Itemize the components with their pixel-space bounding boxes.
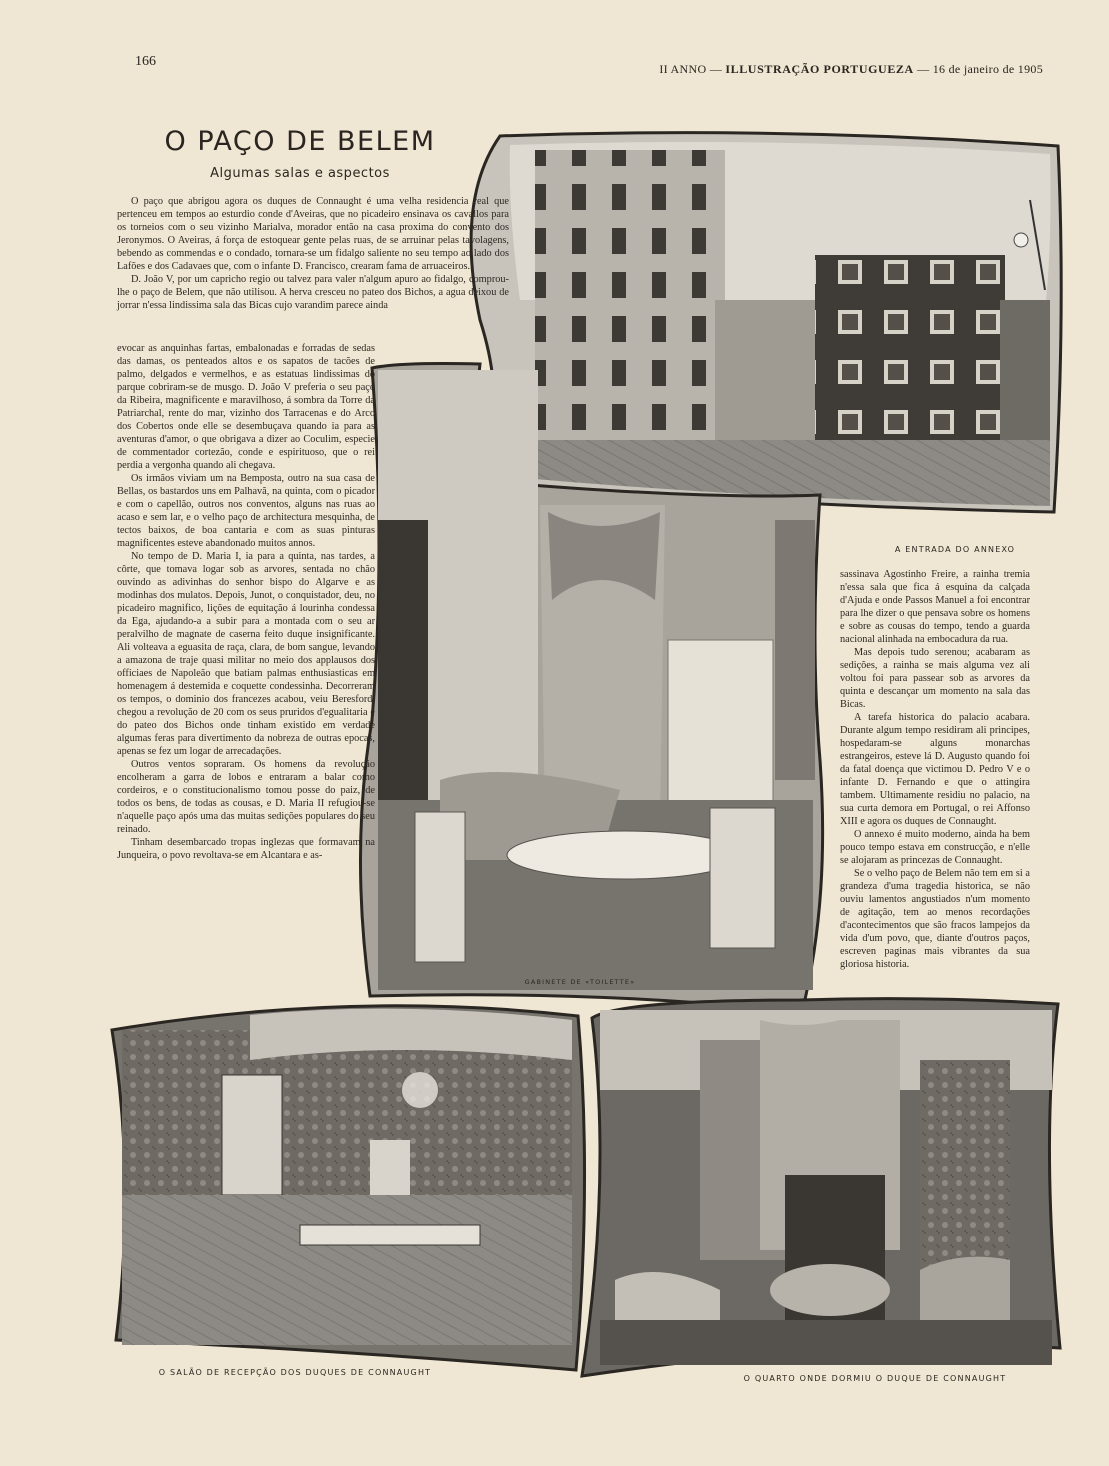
caption-salao: O SALÃO DE RECEPÇÃO DOS DUQUES DE CONNAUGHT — [158, 1368, 432, 1377]
paragraph: No tempo de D. Maria I, ia para a quinta, nas tardes, a côrte, que tomava logar sob as arvores, sentada no chão ouvindo as adivinhas do senhor bispo do Algarve e as modinhas dos mulatos. Depois, Junot, o conquistador, deu, no picadeiro magnifico, lições de equitação á lourinha condessa da Ega, ajudando-a a subir para a montada com o seu ar peralvilho de magnate de caserna feito duque insignificante. Ali volteava a eguasita de raça, clara, de bom sangue, levando a amazona de traje quasi militar no meio dos applausos dos officiaes de Napoleão que batiam palmas enthusiasticas em homenagem á destemida e coquette condessinha. Decorreram os tempos, o dominio dos francezes acabou, veiu Beresford, chegou a revolução de 20 com os seus pruridos d'egualitaria e do pateo dos Bichos onde tinham existido em verdade algumas feras para divertimento da nobreza de outras epocas, apenas se fez um logar de arrecadações. — [117, 551, 375, 757]
photo-salao-de-recepcao — [112, 1006, 585, 1370]
year-label: II ANNO — — [659, 62, 723, 76]
paragraph: A tarefa historica do palacio acabara. Durante algum tempo residiram ali principes, hospedaram-se alguns monarchas estrangeiros, esteve lá D. Augusto quando foi da fatal doença que victimou D. Pedro V e o infante D. Fernando e que o attingira tambem. Ultimamente residiu no palacio, na sua curta demora em Portugal, o rei Affonso XIII e agora os duques de Connaught. — [840, 712, 1030, 827]
paragraph: Se o velho paço de Belem não tem em si a grandeza d'uma tragedia historica, se não ouviu lamentos angustiados n'um momento de agitação, tem ao menos recordações d'acontecimentos que são fracos lampejos da vida d'um povo, que, diante d'outros paços, escreven paginas mais vibrantes da sua gloriosa historia. — [840, 868, 1030, 970]
issue-date: — 16 de janeiro de 1905 — [917, 62, 1043, 76]
caption-entrada: A ENTRADA DO ANNEXO — [894, 545, 1016, 554]
photo-quarto — [582, 999, 1060, 1376]
paragraph: D. João V, por um capricho regio ou talvez para valer n'algum apuro ao fidalgo, comprou-lhe o paço de Belem, que não utilisou. A herva cresceu no pateo dos Bichos, a agua deixou de jorrar n'essa lindissima sala das Bicas cujo varandim parece ainda — [117, 274, 509, 311]
paragraph: Outros ventos sopraram. Os homens da revolução encolheram a garra de lobos e entraram a balar como cordeiros, e o constitucionalismo tomou posse do paiz, de todos os bens, de todas as cousas, e D. Maria II refugiou-se n'aquelle paço após uma das muitas sedições populares do seu reinado. — [117, 759, 375, 835]
paragraph: Mas depois tudo serenou; acabaram as sedições, a rainha se mais alguma vez ali voltou foi para passear sob as arvores da quinta e descançar um momento na sala das Bicas. — [840, 647, 1030, 710]
paragraph: Os irmãos viviam um na Bemposta, outro na sua casa de Bellas, os bastardos uns em Palhavã, na quinta, com o picador e com o capellão, outros nos conventos, alguns nas ruas ao acaso e sem lar, e o velho paço de architectura mesquinha, de tectos baixos, de boa cantaria e com as suas pinturas magnificentes esteve abandonado muitos annos. — [117, 473, 375, 549]
page-number: 166 — [135, 54, 156, 69]
article-text-left-column — [117, 342, 375, 862]
caption-gabinete: GABINETE DE «TOILETTE» — [524, 978, 636, 986]
article-subtitle: Algumas salas e aspectos — [210, 166, 390, 181]
paragraph: evocar as anquinhas fartas, embalonadas e forradas de sedas das damas, os penteados altos e os sapatos de tacões de palmo, delgados e vermelhos, e as estatuas lindissimas do parque cobriram-se de musgo. D. João V preferia o seu paço da Ribeira, magnificente e maravilhoso, á sombra da Torre da Patriarchal, rente do mar, vizinho dos Tarracenas e do Arco dos Cobertos onde elle se desembuçava quando ia para as aventuras d'amor, o que obrigava a dizer ao Coculim, especie de commentador cortezão, conde e espirituoso, que o rei perdia a vergonha quando ali chegava. — [117, 343, 375, 471]
caption-quarto: O QUARTO ONDE DORMIU O DUQUE DE CONNAUGHT — [743, 1374, 1007, 1383]
paragraph: sassinava Agostinho Freire, a rainha tremia n'essa sala que fica á esquina da calçada d'Ajuda e onde Passos Manuel a foi encontrar para lhe dizer o que pensava sobre os homens e sobre as cousas do tempo, tendo a guarda nacional alinhada na embocadura da rua. — [840, 569, 1030, 645]
article-text-top — [117, 195, 509, 312]
article-text-right-column — [840, 568, 1030, 971]
photo-entrada-do-annexo — [470, 133, 1061, 512]
magazine-name: ILLUSTRAÇÃO PORTUGUEZA — [725, 62, 914, 76]
paragraph: O paço que abrigou agora os duques de Connaught é uma velha residencia real que pertenceu em tempos ao esturdio conde d'Aveiras, que no picadeiro ensinava os cavallos para os torneios com o seu vizinho Marialva, morador então na casa proxima do convento dos Jeronymos. O Aveiras, á força de estoquear gente pelas ruas, de se arruinar pelas tavolagens, bebendo as commendas e o condado, tornara-se um fidalgo saliente no seu tempo ao lado dos Lafões e dos Cadavaes que, com o infante D. Francisco, crearam fama de arruaceiros. — [117, 196, 509, 272]
paragraph: Tinham desembarcado tropas inglezas que formavam na Junqueira, o povo revoltava-se em Alcantara e as- — [117, 837, 375, 861]
article-title: O PAÇO DE BELEM — [164, 126, 436, 157]
paragraph: O annexo é muito moderno, ainda ha bem pouco tempo estava em construcção, e n'elle se alojaram as princezas de Connaught. — [840, 829, 1030, 866]
